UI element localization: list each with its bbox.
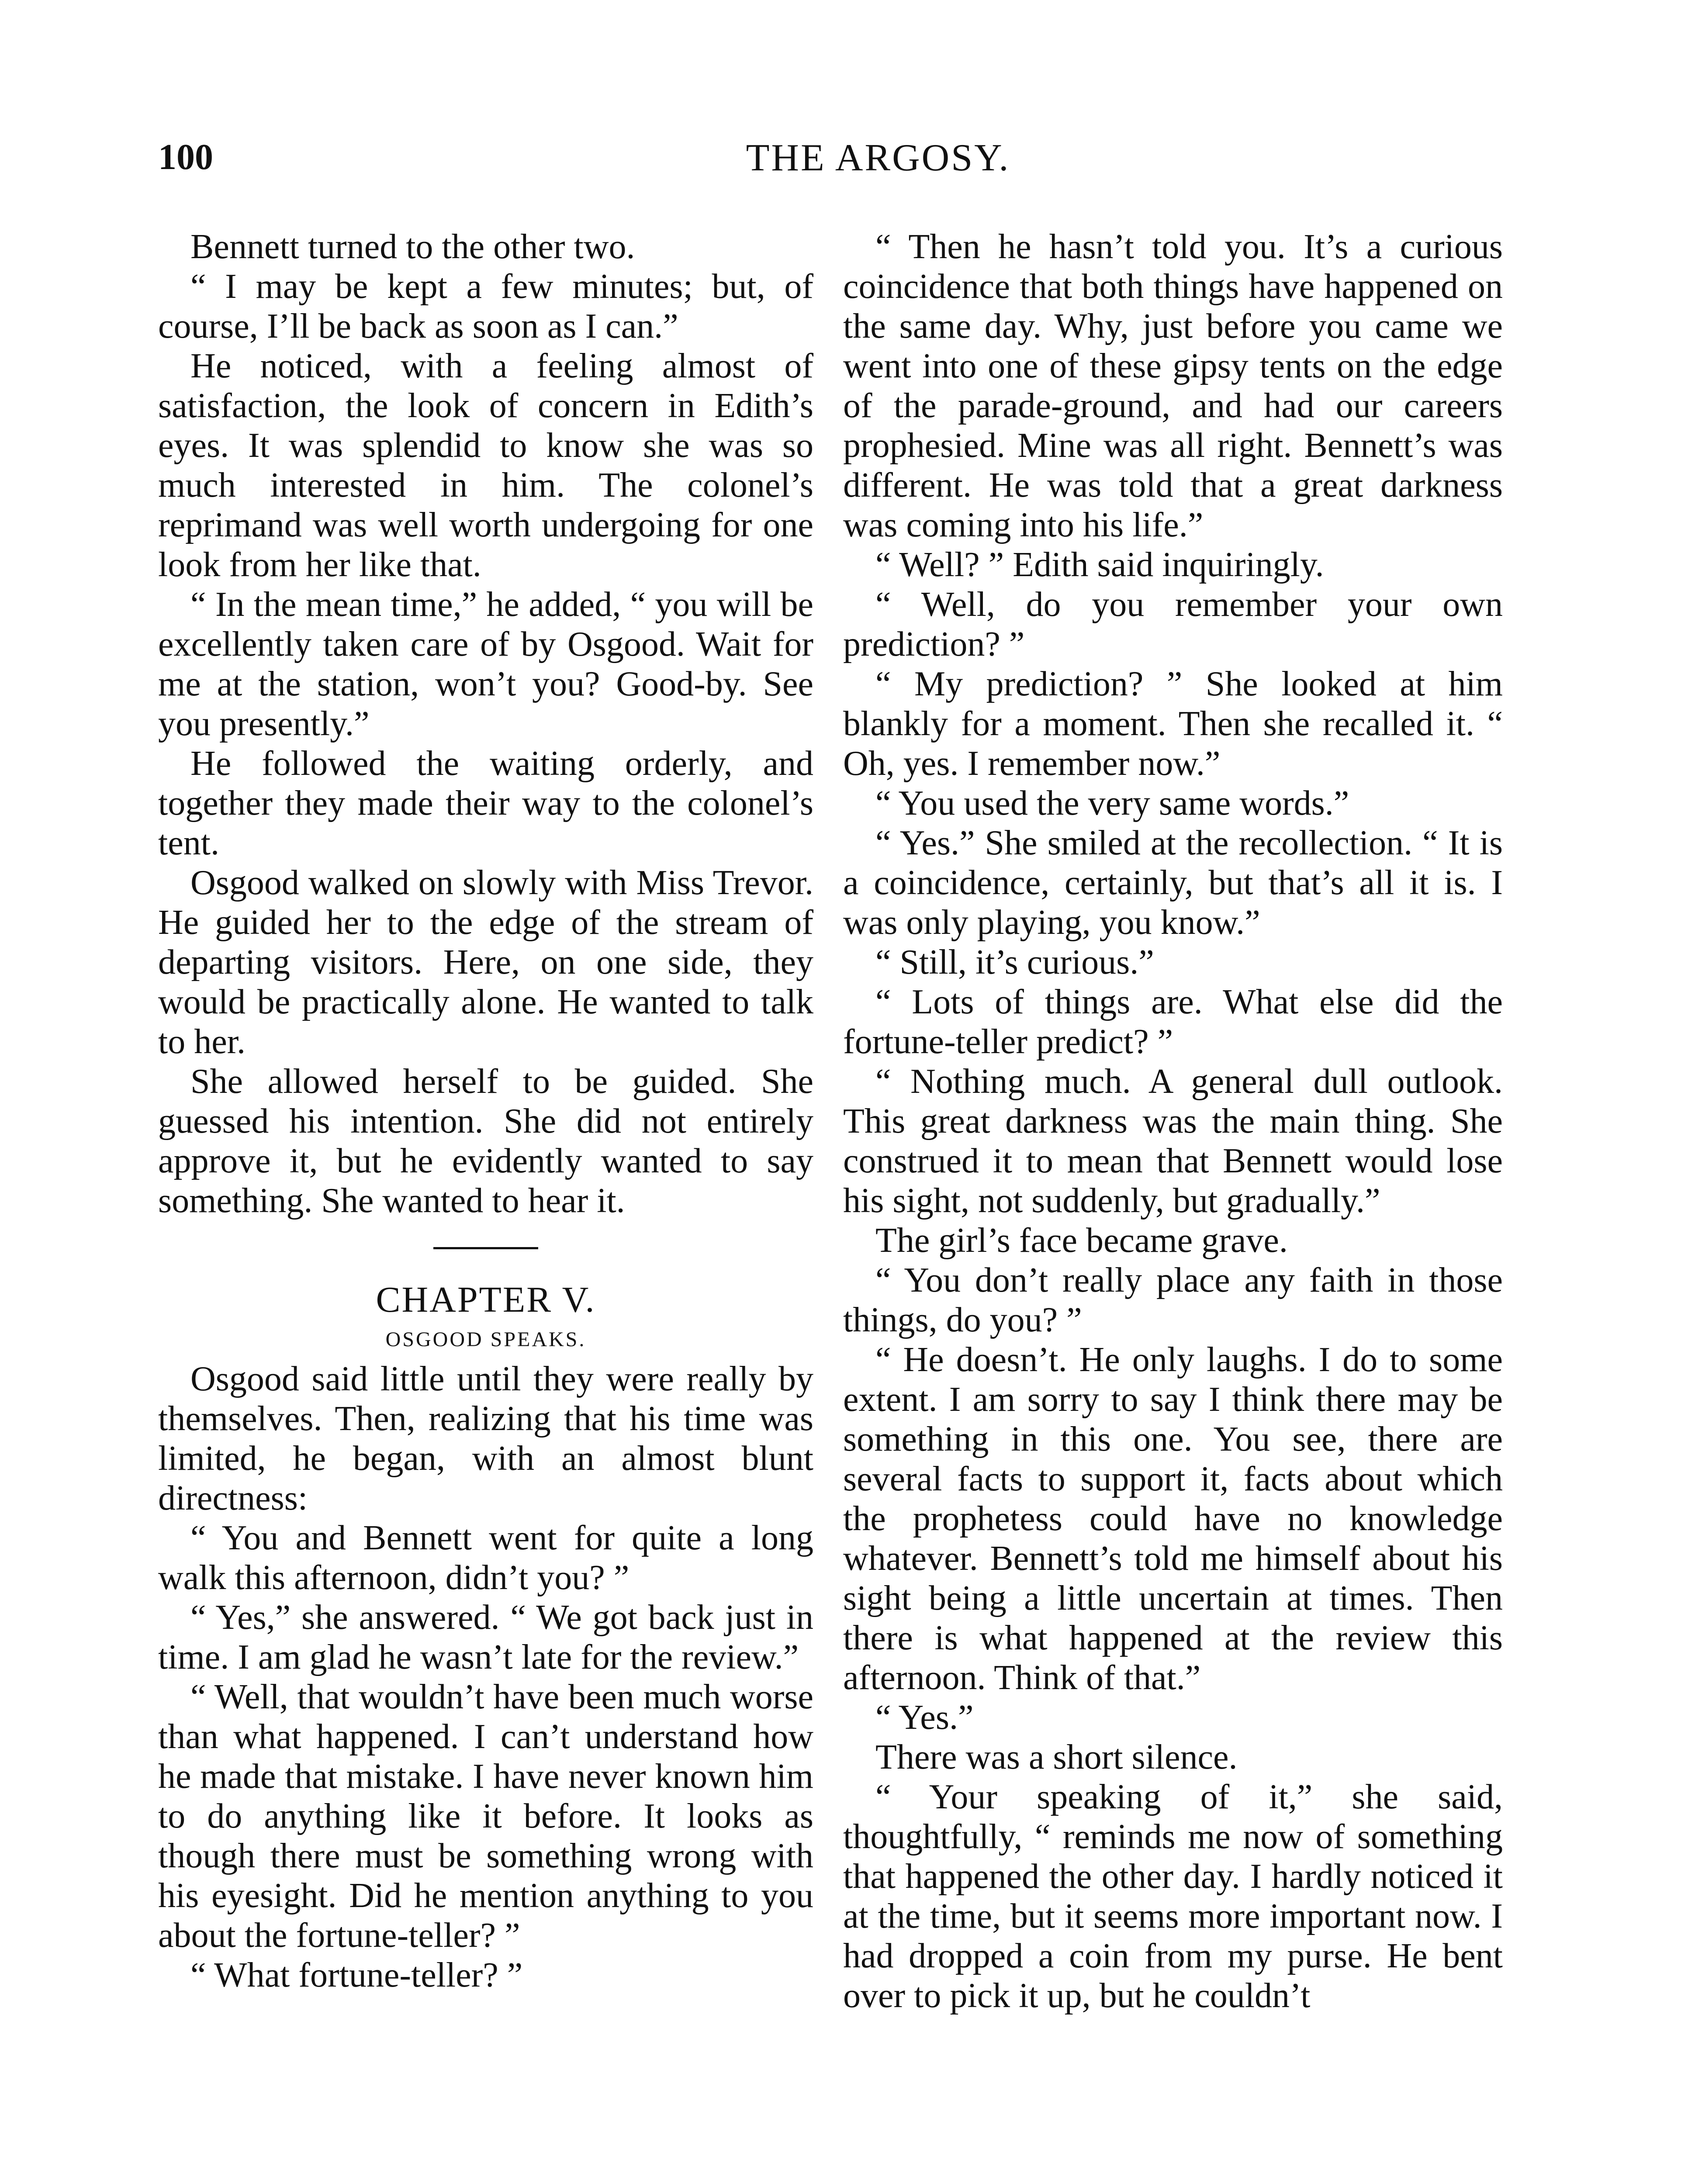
paragraph: “ Your speaking of it,” she said, thoughtfully, “ reminds me now of something that happened the other day. I hardly noticed it at the time, but it seems more important now. I had dropped a coin from my purse. He bent over to pick it up, but he couldn’t	[843, 1778, 1503, 2015]
paragraph: “ You and Bennett went for quite a long walk this afternoon, didn’t you? ”	[158, 1519, 813, 1597]
paragraph: Bennett turned to the other two.	[190, 228, 635, 266]
running-title: THE ARGOSY.	[746, 137, 1010, 179]
paragraph: “ Well, that wouldn’t have been much worse than what happened. I can’t understand how he made that mistake. I have never known him to do anything like it before. It looks as though there must be something wrong with his eyesight. Did he mention anything to you about the fortune-teller? ”	[158, 1678, 813, 1955]
page-number: 100	[158, 137, 213, 177]
paragraph: “ Yes,” she answered. “ We got back just in time. I am glad he wasn’t late for the review.”	[158, 1598, 813, 1676]
paragraph: He noticed, with a feeling almost of satisfaction, the look of concern in Edith’s eyes. It was splendid to know she was so much interested in him. The colonel’s reprimand was well worth undergoing for one look from her like that.	[158, 347, 813, 584]
paragraph: “ My prediction? ” She looked at him blankly for a moment. Then she recalled it. “ Oh, yes. I remember now.”	[843, 665, 1503, 783]
paragraph: “ Well, do you remember your own prediction? ”	[843, 585, 1503, 663]
paragraph: “ He doesn’t. He only laughs. I do to some extent. I am sorry to say I think there may be something in this one. You see, there are several facts to support it, facts about which the prophetess could have no knowledge whatever. Bennett’s told me himself about his sight being a little uncertain at times. Then there is what happened at the review this afternoon. Think of that.”	[843, 1341, 1503, 1697]
paragraph: There was a short silence.	[875, 1738, 1238, 1776]
paragraph: “ What fortune-teller? ”	[190, 1956, 523, 1994]
paragraph: “ In the mean time,” he added, “ you will be excellently taken care of by Osgood. Wait for me at the station, won’t you? Good-by. See you presently.”	[158, 585, 813, 743]
paragraph: She allowed herself to be guided. She guessed his intention. She did not entirely approve it, but he evidently wanted to say something. She wanted to hear it.	[158, 1062, 813, 1220]
right-column	[843, 227, 1503, 2016]
chapter-title: CHAPTER V.	[376, 1279, 596, 1320]
paragraph: “ You used the very same words.”	[875, 784, 1349, 822]
paragraph: “ Yes.”	[875, 1698, 974, 1737]
paragraph: “ Well? ” Edith said inquiringly.	[875, 546, 1324, 584]
paragraph: Osgood walked on slowly with Miss Trevor. He guided her to the edge of the stream of departing visitors. Here, on one side, they would be practically alone. He wanted to talk to her.	[158, 864, 813, 1061]
paragraph: “ I may be kept a few minutes; but, of course, I’ll be back as soon as I can.”	[158, 267, 813, 346]
section-divider	[433, 1247, 538, 1249]
paragraph: “ Still, it’s curious.”	[875, 943, 1154, 981]
paragraph: Osgood said little until they were really by themselves. Then, realizing that his time was limited, he began, with an almost blunt directness:	[158, 1360, 813, 1517]
paragraph: The girl’s face became grave.	[875, 1221, 1288, 1260]
paragraph: “ Yes.” She smiled at the recollection. “ It is a coincidence, certainly, but that’s all it is. I was only playing, you know.”	[843, 824, 1503, 942]
paragraph: “ Lots of things are. What else did the fortune-teller predict? ”	[843, 983, 1503, 1061]
chapter-subtitle: OSGOOD SPEAKS.	[385, 1328, 586, 1351]
left-column	[158, 227, 813, 1995]
paragraph: “ Then he hasn’t told you. It’s a curious coincidence that both things have happened on the same day. Why, just before you came we went into one of these gipsy tents on the edge of the parade-ground, and had our careers prophesied. Mine was all right. Bennett’s was different. He was told that a great darkness was coming into his life.”	[843, 228, 1503, 544]
paragraph: “ You don’t really place any faith in those things, do you? ”	[843, 1261, 1503, 1339]
paragraph: He followed the waiting orderly, and together they made their way to the colonel’s tent.	[158, 744, 813, 862]
paragraph: “ Nothing much. A general dull outlook. This great darkness was the main thing. She construed it to mean that Bennett would lose his sight, not suddenly, but gradually.”	[843, 1062, 1503, 1220]
